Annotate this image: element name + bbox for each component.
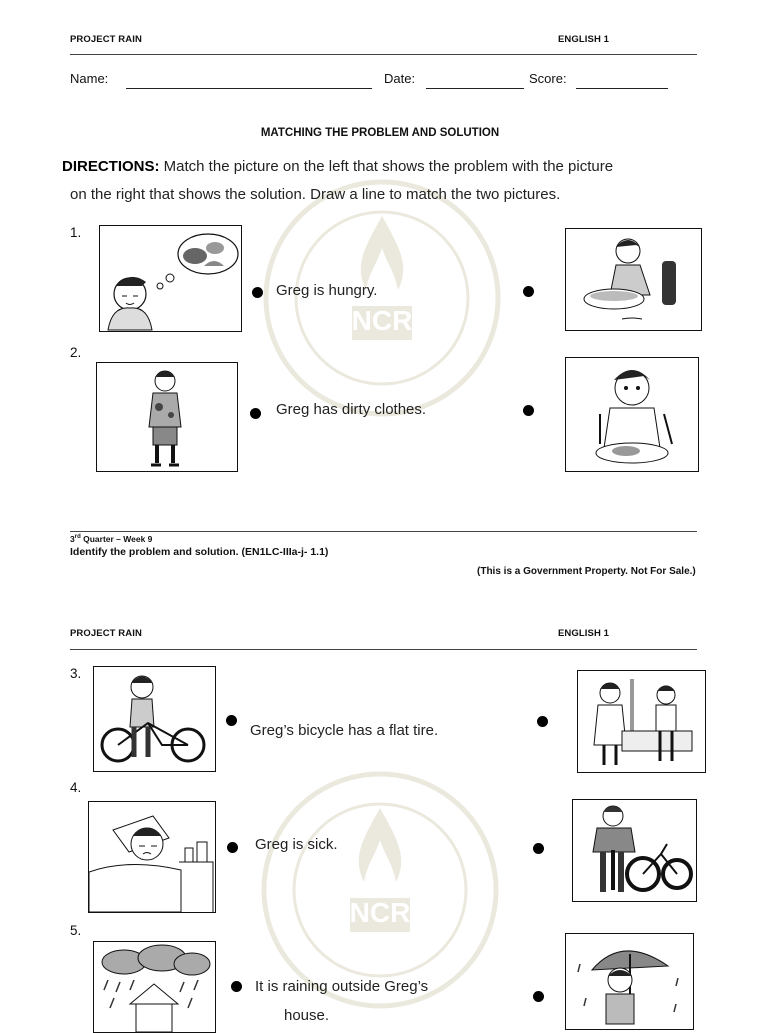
date-label: Date: [384, 71, 416, 86]
match-dot-right-3[interactable] [537, 716, 548, 727]
footer-quarter-sup: rd [74, 534, 81, 541]
watermark-seal-label: NCR [351, 305, 413, 336]
item-number-1: 1. [70, 225, 82, 240]
name-label: Name: [70, 71, 109, 86]
directions-label: DIRECTIONS: [62, 158, 160, 175]
match-dot-right-1[interactable] [523, 286, 534, 297]
sleepy-boy-dreaming-of-food-icon[interactable] [99, 225, 242, 332]
item-number-2: 2. [70, 345, 82, 360]
directions-line2: on the right that shows the solution. Draw a line to match the two pictures. [70, 186, 561, 203]
footer-note: (This is a Government Property. Not For Sale.) [477, 566, 696, 577]
boy-sick-in-bed-icon[interactable] [88, 801, 216, 913]
item-statement-4: Greg is sick. [255, 836, 338, 853]
header-subject-2: ENGLISH 1 [558, 628, 610, 639]
footer-rule [70, 531, 697, 532]
match-dot-left-5[interactable] [231, 981, 242, 992]
directions-line1: Match the picture on the left that shows the problem with the picture [159, 158, 614, 175]
header-rule-2 [70, 649, 697, 650]
footer-competency: Identify the problem and solution. (EN1LC-IIIa-j- 1.1) [70, 546, 329, 558]
footer-quarter-text: Quarter – Week 9 [83, 534, 153, 544]
item-statement-1: Greg is hungry. [276, 282, 378, 299]
match-dot-right-4[interactable] [533, 843, 544, 854]
match-dot-right-5[interactable] [533, 991, 544, 1002]
item-number-5: 5. [70, 923, 82, 938]
match-dot-right-2[interactable] [523, 405, 534, 416]
match-dot-left-1[interactable] [252, 287, 263, 298]
doctor-and-patient-icon[interactable] [577, 670, 706, 773]
boy-pumping-tire-icon[interactable] [572, 799, 697, 902]
boy-washing-clothes-icon[interactable] [565, 228, 702, 331]
score-label: Score: [529, 71, 567, 86]
item-statement-5-line1: It is raining outside Greg’s [255, 978, 429, 995]
item-statement-3: Greg’s bicycle has a flat tire. [250, 722, 439, 739]
header-rule [70, 54, 697, 55]
match-dot-left-4[interactable] [227, 842, 238, 853]
item-number-4: 4. [70, 780, 82, 795]
header-project-rain: PROJECT RAIN [70, 34, 142, 45]
worksheet-title: MATCHING THE PROBLEM AND SOLUTION [260, 127, 500, 139]
watermark-seal-label-2: NCR [349, 897, 411, 928]
directions [62, 153, 722, 181]
header-subject: ENGLISH 1 [558, 34, 610, 45]
name-field[interactable] [126, 88, 372, 89]
boy-with-bicycle-icon[interactable] [93, 666, 216, 772]
item-statement-2: Greg has dirty clothes. [276, 401, 427, 418]
match-dot-left-2[interactable] [250, 408, 261, 419]
boy-in-dirty-clothes-icon[interactable] [96, 362, 238, 472]
rain-over-house-icon[interactable] [93, 941, 216, 1033]
item-statement-5-line2: house. [284, 1007, 330, 1024]
score-field[interactable] [576, 88, 668, 89]
boy-eating-meal-icon[interactable] [565, 357, 699, 472]
footer-quarter [70, 534, 152, 544]
footer-quarter-num: 3 [70, 534, 75, 544]
item-number-3: 3. [70, 666, 82, 681]
header-project-rain-2: PROJECT RAIN [70, 628, 142, 639]
date-field[interactable] [426, 88, 524, 89]
boy-with-umbrella-icon[interactable] [565, 933, 694, 1030]
deped-ncr-seal-watermark-2 [260, 770, 500, 1010]
match-dot-left-3[interactable] [226, 715, 237, 726]
